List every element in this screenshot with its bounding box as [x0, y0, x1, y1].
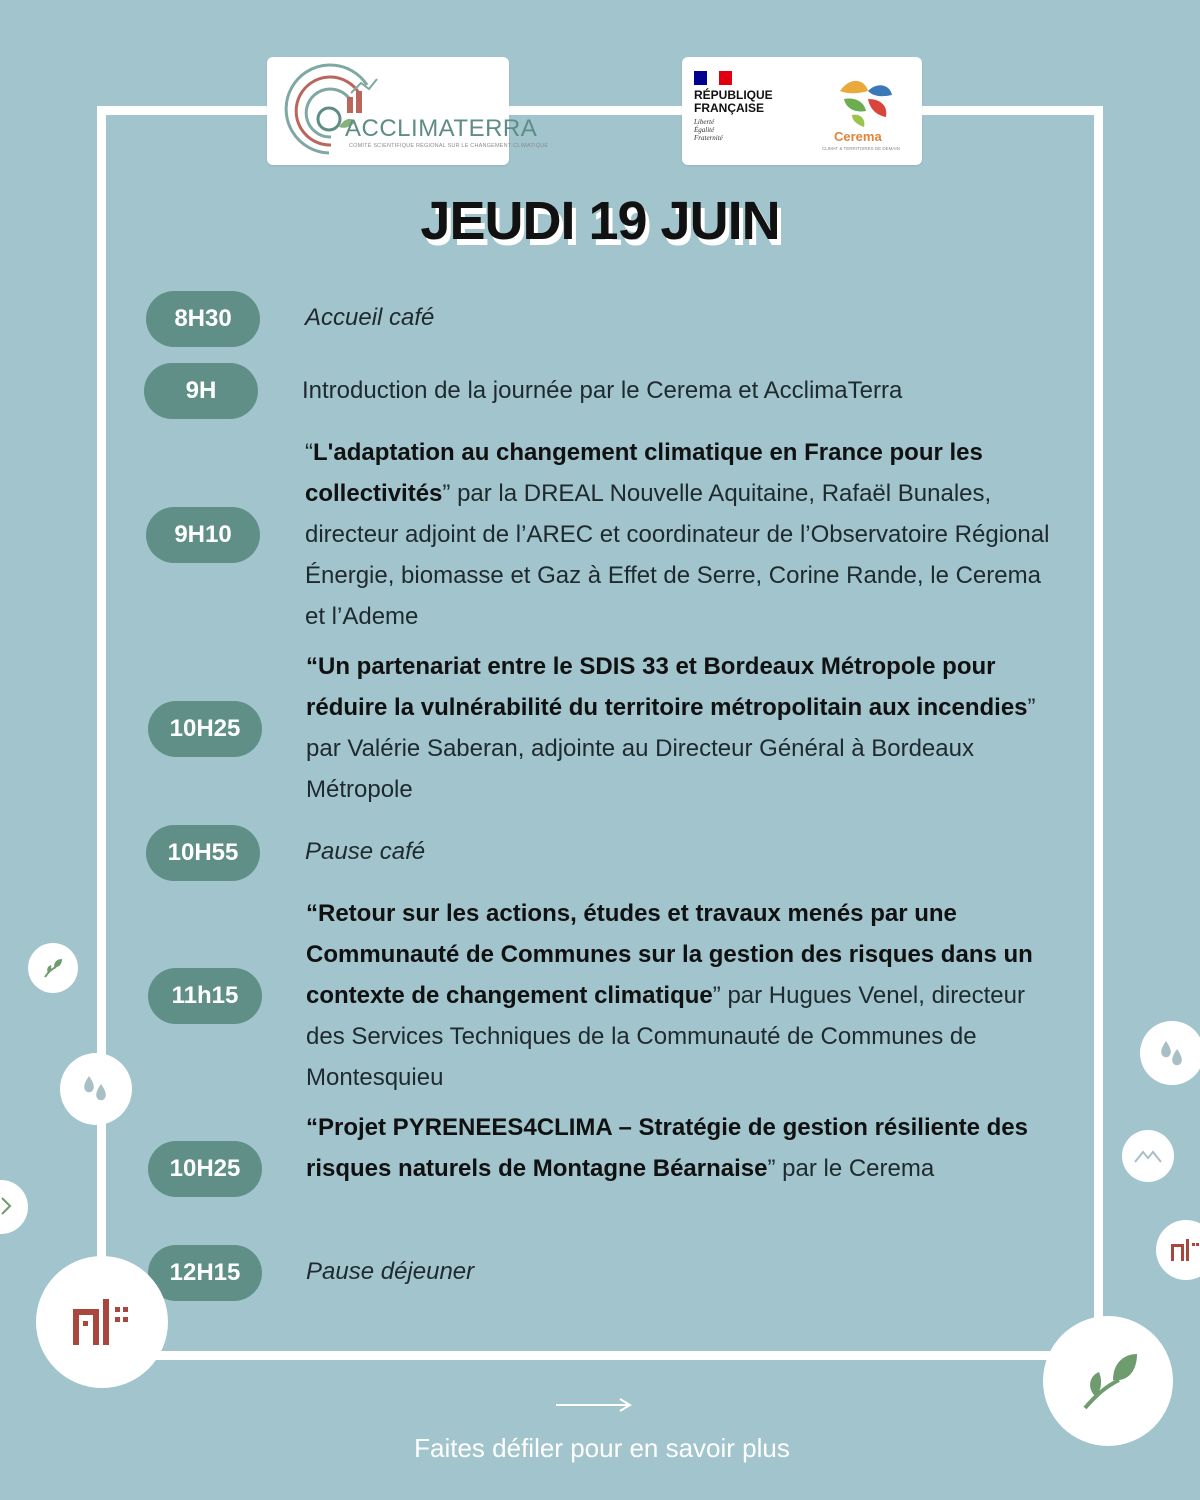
wind-bubble	[0, 1180, 28, 1234]
time-pill: 9H	[144, 363, 258, 419]
acclimaterra-name: ACCLIMATERRA	[345, 115, 538, 142]
time-pill: 10H25	[148, 701, 262, 757]
leaf-bubble-large	[1043, 1316, 1173, 1446]
cerema-emblem-icon	[830, 71, 900, 131]
time-pill: 11h15	[148, 968, 262, 1024]
republique-francaise-logo	[694, 71, 804, 142]
agenda-text: Introduction de la journée par le Cerema et AcclimaTerra	[302, 377, 903, 404]
buildings-icon	[1170, 1238, 1200, 1262]
agenda-description	[302, 370, 1058, 411]
buildings-icon	[71, 1297, 133, 1347]
agenda-description	[305, 297, 1061, 338]
motto-fraternite: Fraternité	[694, 134, 723, 142]
time-pill: 12H15	[148, 1245, 262, 1301]
agenda-description	[305, 831, 1061, 872]
scroll-hint: Faites défiler pour en savoir plus	[414, 1433, 790, 1463]
time-pill: 9H10	[146, 507, 260, 563]
agenda-text: ” par Hugues Venel, directeur des Services Techniques de la Communauté de Communes de Montesquieu	[306, 982, 1025, 1091]
republique-title: RÉPUBLIQUE FRANÇAISE	[694, 88, 773, 115]
agenda-description	[306, 893, 1062, 1098]
motto-liberte: Liberté	[694, 118, 715, 126]
leaf-icon	[1073, 1346, 1143, 1416]
agenda-description	[306, 1107, 1062, 1189]
cerema-name: Cerema	[834, 129, 882, 144]
time-pill: 10H25	[148, 1141, 262, 1197]
buildings-bubble-small	[1156, 1220, 1200, 1280]
motto-egalite: Égalité	[694, 126, 715, 134]
agenda-description	[305, 432, 1061, 637]
acclimaterra-logo	[267, 57, 549, 165]
agenda-title-text: “Projet PYRENEES4CLIMA – Stratégie de gestion résiliente des risques naturels de Montagne Béarnaise	[306, 1114, 1028, 1182]
leaf-icon	[40, 955, 66, 981]
agenda-text: ” par le Cerema	[767, 1155, 935, 1182]
scroll-arrow-icon	[556, 1398, 632, 1412]
drops-bubble-right	[1140, 1021, 1200, 1085]
date-title: JEUDI 19 JUIN	[420, 191, 780, 251]
partners-logo	[682, 57, 922, 165]
agenda-text: ” par la DREAL Nouvelle Aquitaine, Rafaël Bunales, directeur adjoint de l’AREC et coordinateur de l’Observatoire Régional Énergie, biomasse et Gaz à Effet de Serre, Corine Rande, le Cerema et l’Ademe	[305, 480, 1050, 630]
buildings-bubble-large	[36, 1256, 168, 1388]
acclimaterra-subtitle: COMITÉ SCIENTIFIQUE RÉGIONAL SUR LE CHANGEMENT CLIMATIQUE	[349, 143, 549, 149]
agenda-text: ” par Valérie Saberan, adjointe au Directeur Général à Bordeaux Métropole	[306, 694, 1036, 803]
water-drops-icon	[79, 1072, 113, 1106]
republique-motto	[694, 118, 804, 142]
agenda-text: Pause café	[305, 838, 426, 865]
agenda-description	[306, 646, 1062, 810]
agenda-text: “	[305, 439, 313, 466]
agenda-title-text: “Retour sur les actions, études et travaux menés par une Communauté de Communes sur la gestion des risques dans un contexte de changement climatique	[306, 900, 1033, 1009]
mountain-bubble	[1122, 1130, 1174, 1182]
mountain-icon	[1133, 1146, 1163, 1166]
water-drops-icon	[1157, 1038, 1187, 1068]
leaf-bubble-small	[28, 943, 78, 993]
time-pill: 10H55	[146, 825, 260, 881]
agenda-title-text: “Un partenariat entre le SDIS 33 et Bordeaux Métropole pour réduire la vulnérabilité du territoire métropolitain aux incendies	[306, 653, 1028, 721]
agenda-description	[306, 1251, 1062, 1292]
agenda-text: Accueil café	[305, 304, 435, 331]
wind-icon	[0, 1192, 28, 1222]
time-pill: 8H30	[146, 291, 260, 347]
agenda-title-text: L'adaptation au changement climatique en France pour les collectivités	[305, 439, 983, 507]
drops-bubble-left	[60, 1053, 132, 1125]
french-flag-icon	[694, 71, 732, 85]
agenda-text: Pause déjeuner	[306, 1258, 475, 1285]
cerema-subtitle: CLIMAT & TERRITOIRES DE DEMAIN	[822, 146, 900, 151]
